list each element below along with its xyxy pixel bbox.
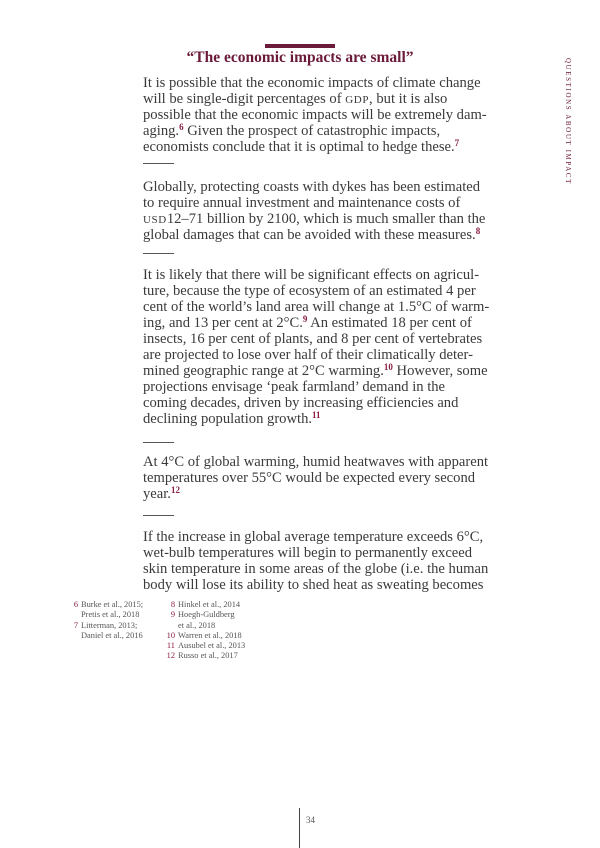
footnotes-right: [165, 600, 245, 662]
footnote-text: Pretis et al., 2018: [81, 610, 140, 620]
text-line: [143, 267, 480, 283]
small-caps-abbrev: USD: [143, 214, 167, 226]
footnote-text: Burke et al., 2015;: [81, 600, 144, 609]
text-run: skin temperature in some areas of the globe (i.e. the human: [143, 561, 489, 577]
text-line: [143, 75, 481, 91]
heading-accent-bar: [265, 44, 335, 48]
text-run: An estimated 18 per cent of: [307, 315, 472, 331]
footnote-ref: 11: [312, 410, 321, 420]
text-run: year.: [143, 486, 171, 502]
footnote-text: Ausubel et al., 2013: [178, 641, 246, 651]
footnote-number: 10: [166, 630, 175, 640]
text-run: It is possible that the economic impacts of climate change: [143, 75, 481, 91]
text-line: [143, 529, 484, 545]
text-run: declining population growth.: [143, 411, 313, 427]
text-line: [143, 283, 476, 299]
text-line: [143, 486, 473, 502]
paragraph: [143, 454, 489, 502]
paragraph: [143, 267, 490, 427]
paragraph: [143, 179, 486, 243]
footnote-line: [68, 600, 143, 610]
text-run: will be single-digit percentages of: [143, 91, 346, 107]
footnote-ref: 10: [383, 362, 393, 372]
footnote-text: Litterman, 2013;: [81, 620, 138, 630]
text-line: [143, 545, 473, 561]
footnote-line: [165, 621, 245, 631]
text-line: [143, 91, 473, 107]
footnote-ref: 6: [179, 122, 184, 132]
footnote-ref: 8: [475, 226, 481, 236]
text-line: [143, 331, 483, 347]
footnote-number: 8: [170, 600, 175, 609]
paragraph: [143, 75, 487, 155]
text-line: [143, 411, 473, 427]
footnote-line: [165, 641, 245, 651]
text-run: cent of the world’s land area will change at 1.5°C of warm-: [143, 299, 490, 315]
text-run: , but it is also: [369, 91, 448, 107]
text-run: to require annual investment and maintenance costs of: [143, 195, 461, 211]
text-run: wet-bulb temperatures will begin to permanently exceed: [143, 545, 473, 561]
page-marker-line: [299, 808, 300, 848]
footnote-line: [165, 610, 245, 620]
text-run: ture, because the type of ecosystem of an estimated 4 per: [143, 283, 476, 299]
text-run: 12–71 billion by 2100, which is much smaller than the: [166, 211, 486, 227]
footnote-ref: 7: [454, 138, 460, 148]
text-line: [143, 577, 484, 593]
footnote-number: 7: [73, 620, 78, 630]
text-line: [143, 347, 473, 363]
text-line: [143, 395, 473, 411]
text-line: [143, 299, 490, 315]
text-run: mined geographic range at 2°C warming.: [143, 363, 384, 379]
text-run: insects, 16 per cent of plants, and 8 per cent of vertebrates: [143, 331, 483, 347]
text-run: Given the prospect of catastrophic impacts,: [183, 123, 441, 139]
footnote-number: 6: [73, 600, 78, 609]
text-line: [143, 362, 488, 379]
footnotes-left: [68, 600, 143, 641]
text-run: However, some: [392, 363, 488, 379]
footnote-line: [68, 631, 143, 641]
section-heading: “The economic impacts are small”: [186, 49, 414, 66]
footnote-text: Hinkel et al., 2014: [178, 600, 241, 609]
footnote-text: Daniel et al., 2016: [81, 630, 143, 640]
footnote-ref: 9: [302, 314, 308, 324]
text-run: body will lose its ability to shed heat as sweating becomes: [143, 577, 484, 593]
text-run: aging.: [143, 123, 180, 139]
divider: [143, 442, 174, 443]
text-run: ing, and 13 per cent at 2°C.: [143, 315, 303, 331]
text-run: temperatures over 55°C would be expected every second: [143, 470, 476, 486]
text-run: At 4°C of global warming, humid heatwaves with apparent: [143, 454, 489, 470]
text-line: [143, 454, 489, 470]
footnote-line: [165, 651, 245, 661]
text-line: [143, 561, 489, 577]
text-line: [143, 315, 473, 331]
footnote-text: Russo et al., 2017: [178, 651, 238, 661]
text-run: coming decades, driven by increasing efficiencies and: [143, 395, 459, 411]
footnote-line: [68, 610, 143, 620]
divider: [143, 163, 174, 164]
running-side-label: QUESTIONS ABOUT IMPACT: [564, 58, 572, 185]
text-line: [143, 179, 481, 195]
text-line: [143, 107, 487, 123]
text-line: [143, 123, 473, 139]
divider: [143, 515, 174, 516]
text-line: [143, 139, 473, 155]
text-run: projections envisage ‘peak farmland’ demand in the: [143, 379, 446, 395]
footnote-number: 11: [166, 641, 175, 651]
footnote-line: [165, 600, 245, 610]
text-run: If the increase in global average temperature exceeds 6°C,: [143, 529, 484, 545]
text-run: global damages that can be avoided with these measures.: [143, 227, 476, 243]
text-run: Globally, protecting coasts with dykes has been estimated: [143, 179, 481, 195]
footnote-line: [165, 631, 245, 641]
footnote-number: 12: [166, 651, 175, 661]
footnote-ref: 12: [170, 485, 180, 495]
text-line: [143, 211, 486, 227]
text-run: are projected to lose over half of their climatically deter-: [143, 347, 473, 363]
text-run: economists conclude that it is optimal to hedge these.: [143, 139, 455, 155]
footnote-text: Warren et al., 2018: [178, 630, 242, 640]
footnote-line: [68, 621, 143, 631]
text-line: [143, 226, 481, 243]
page-number: 34: [306, 815, 315, 825]
footnote-text: Hoegh-Guldberg: [178, 610, 235, 620]
footnote-number: 9: [170, 610, 175, 620]
divider: [143, 253, 174, 254]
paragraph: [143, 529, 489, 593]
text-run: It is likely that there will be significant effects on agricul-: [143, 267, 480, 283]
text-line: [143, 195, 473, 211]
small-caps-abbrev: GDP: [345, 94, 370, 106]
text-line: [143, 379, 473, 395]
footnote-text: et al., 2018: [178, 620, 216, 630]
text-line: [143, 470, 476, 486]
text-run: possible that the economic impacts will be extremely dam-: [143, 107, 487, 123]
